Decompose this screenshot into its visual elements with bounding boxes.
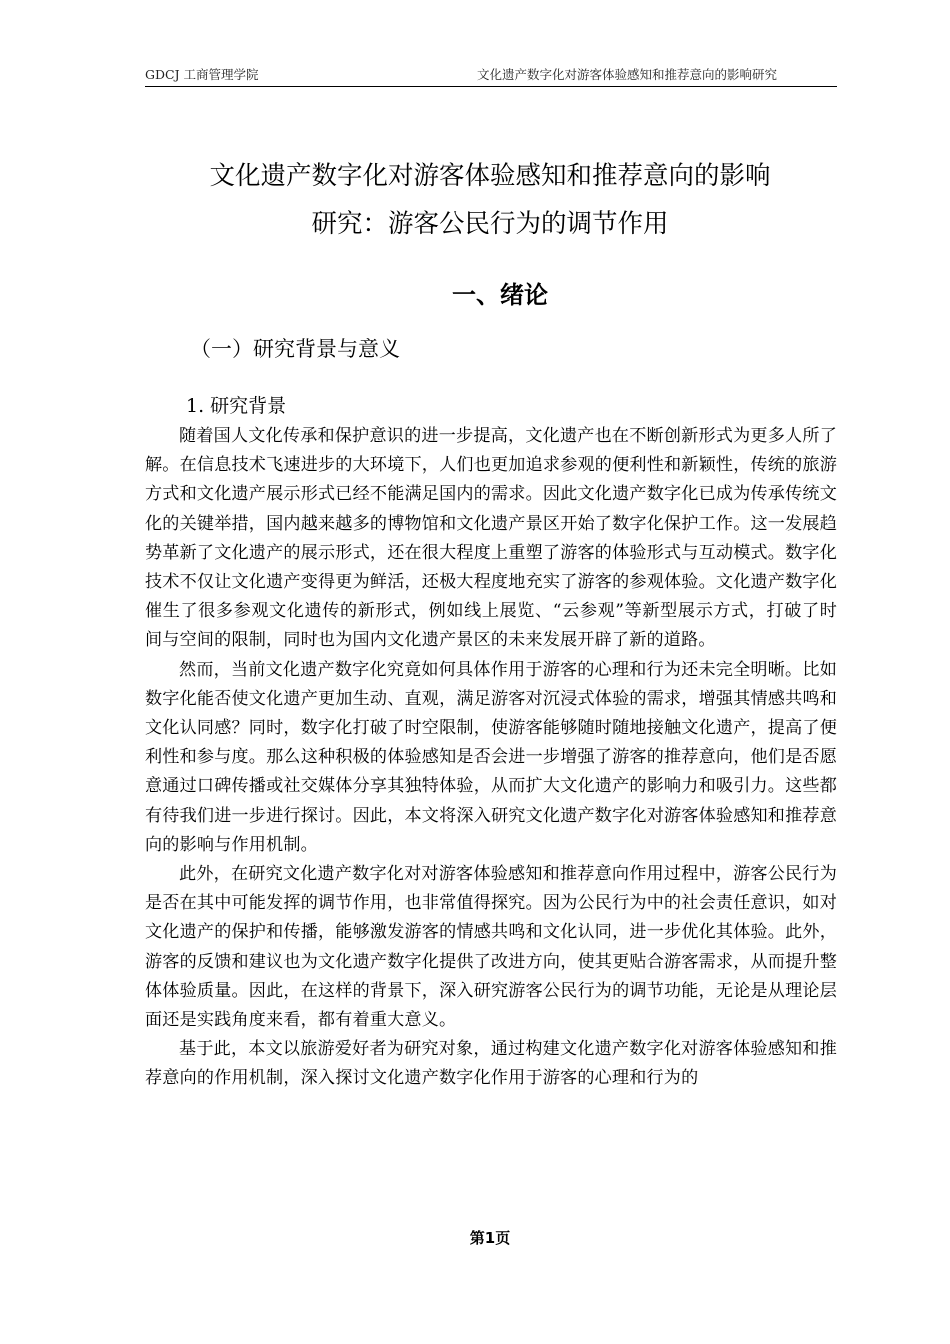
subsection-heading: 1. 研究背景 bbox=[186, 395, 287, 417]
paper-title-line-1: 文化遗产数字化对游客体验感知和推荐意向的影响 bbox=[209, 161, 771, 191]
paragraph: 然而，当前文化遗产数字化究竟如何具体作用于游客的心理和行为还未完全明晰。比如数字化能否使文化遗产更加生动、直观，满足游客对沉浸式体验的需求，增强其情感共鸣和文化认同感？同时，数字化打破了时空限制，使游客能够随时随地接触文化遗产，提高了便利性和参与度。那么这种积极的体验感知是否会进一步增强了游客的推荐意向，他们是否愿意通过口碑传播或社交媒体分享其独特体验，从而扩大文化遗产的影响力和吸引力。这些都有待我们进一步进行探讨。因此，本文将深入研究文化遗产数字化对游客体验感知和推荐意向的影响与作用机制。 bbox=[145, 659, 837, 855]
paragraph: 基于此，本文以旅游爱好者为研究对象，通过构建文化遗产数字化对游客体验感知和推荐意向的作用机制，深入探讨文化遗产数字化作用于游客的心理和行为的 bbox=[145, 1039, 837, 1089]
body-text bbox=[145, 422, 837, 1094]
section-heading: （一）研究背景与意义 bbox=[190, 337, 400, 361]
page-number: 第1页 bbox=[469, 1229, 511, 1247]
header-paper-title: 文化遗产数字化对游客体验感知和推荐意向的影响研究 bbox=[476, 67, 777, 82]
paper-title-line-2: 研究：游客公民行为的调节作用 bbox=[311, 209, 669, 239]
running-header bbox=[145, 64, 837, 87]
chapter-heading: 一、绪论 bbox=[452, 281, 548, 309]
header-school: GDCJ 工商管理学院 bbox=[145, 67, 259, 82]
paragraph: 此外，在研究文化遗产数字化对对游客体验感知和推荐意向作用过程中，游客公民行为是否在其中可能发挥的调节作用，也非常值得探究。因为公民行为中的社会责任意识，如对文化遗产的保护和传播，能够激发游客的情感共鸣和文化认同，进一步优化其体验。此外，游客的反馈和建议也为文化遗产数字化提供了改进方向，使其更贴合游客需求，从而提升整体体验质量。因此，在这样的背景下，深入研究游客公民行为的调节功能，无论是从理论层面还是实践角度来看，都有着重大意义。 bbox=[145, 864, 837, 1031]
paragraph: 随着国人文化传承和保护意识的进一步提高，文化遗产也在不断创新形式为更多人所了解。在信息技术飞速进步的大环境下，人们也更加追求参观的便利性和新颖性，传统的旅游方式和文化遗产展示形式已经不能满足国内的需求。因此文化遗产数字化已成为传承传统文化的关键举措，国内越来越多的博物馆和文化遗产景区开始了数字化保护工作。这一发展趋势革新了文化遗产的展示形式，还在很大程度上重塑了游客的体验形式与互动模式。数字化技术不仅让文化遗产变得更为鲜活，还极大程度地充实了游客的参观体验。文化遗产数字化催生了很多参观文化遗传的新形式，例如线上展览、“云参观”等新型展示方式，打破了时间与空间的限制，同时也为国内文化遗产景区的未来发展开辟了新的道路。 bbox=[145, 426, 837, 651]
